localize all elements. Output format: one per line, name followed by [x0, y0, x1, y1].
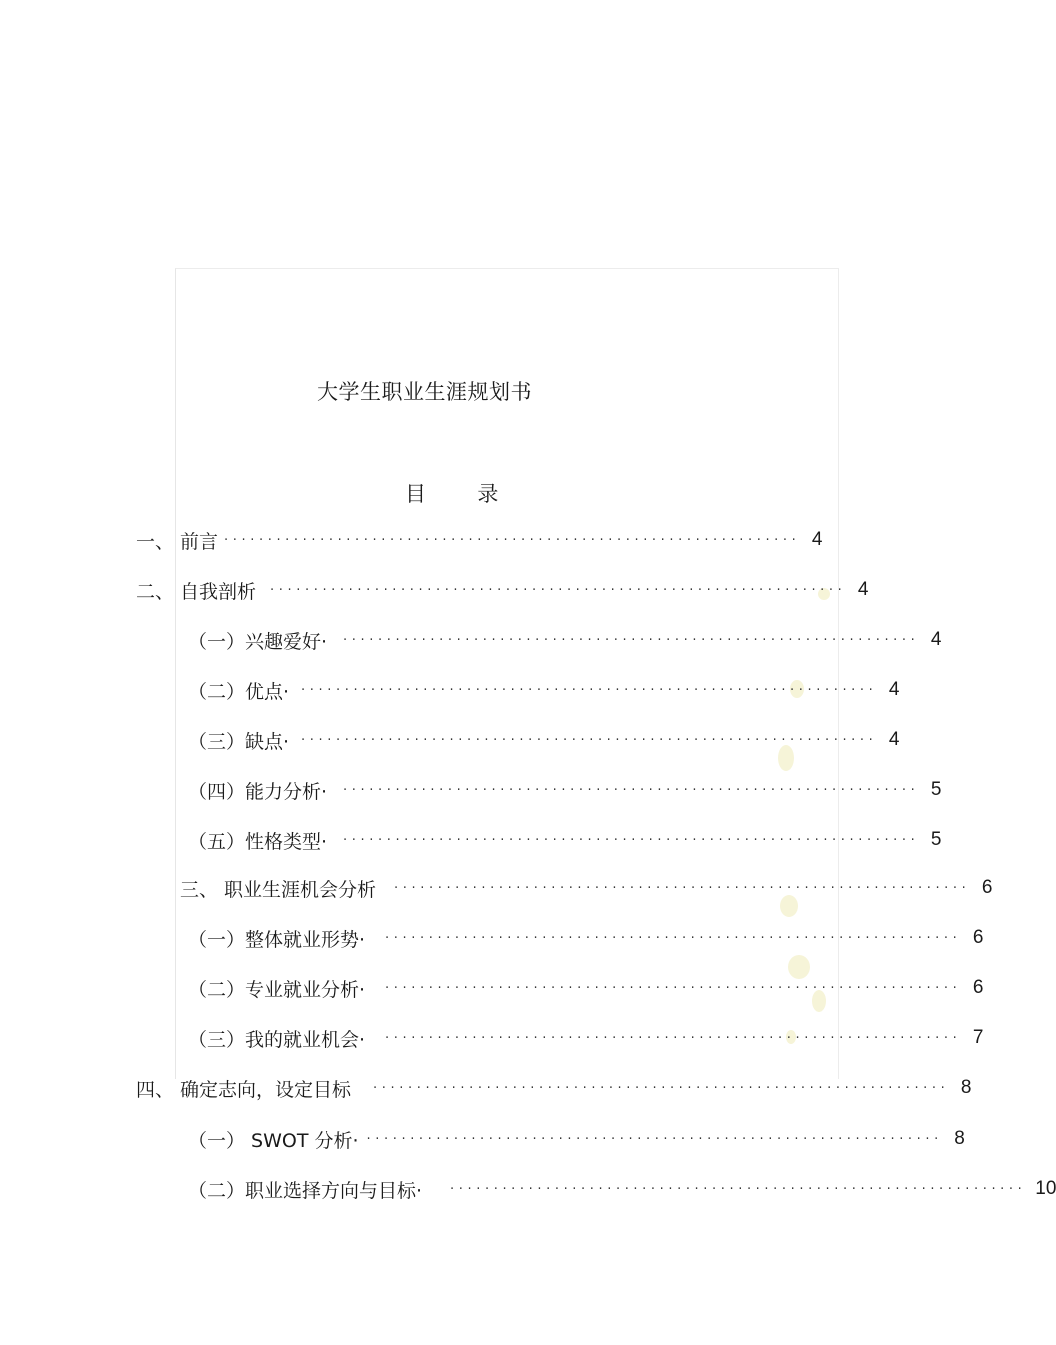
toc-entry-page: 6: [972, 977, 984, 998]
toc-entry-label: 三、 职业生涯机会分析: [180, 878, 377, 901]
paper-speck: [780, 895, 798, 917]
document-title: 大学生职业生涯规划书: [317, 380, 532, 404]
toc-heading-char: 目: [405, 482, 426, 506]
toc-leader-dots: ··································································: [343, 782, 920, 798]
toc-entry-label: （一） SWOT 分析·: [188, 1129, 359, 1152]
toc-leader-dots: ··································································: [394, 880, 971, 896]
toc-entry[interactable]: [136, 575, 869, 605]
toc-entry-label: 二、 自我剖析: [136, 580, 257, 603]
toc-entry-label: （三）我的就业机会·: [188, 1028, 366, 1051]
toc-entry-label: （四）能力分析·: [188, 780, 328, 803]
toc-entry-page: 8: [954, 1128, 965, 1149]
toc-entry-label: 一、 前言: [136, 530, 219, 553]
paper-speck: [788, 955, 810, 979]
toc-entry-page: 5: [930, 779, 942, 800]
toc-entry[interactable]: [188, 1174, 1056, 1204]
toc-entry[interactable]: [136, 525, 823, 555]
paper-speck: [778, 745, 794, 771]
toc-entry-page: 4: [811, 529, 823, 550]
toc-entry[interactable]: [180, 873, 993, 903]
toc-entry[interactable]: [188, 825, 942, 855]
toc-leader-dots: ··································································: [301, 682, 878, 698]
toc-entry[interactable]: [188, 1023, 984, 1053]
toc-entry-page: 4: [888, 729, 900, 750]
toc-entry-label: （二）专业就业分析·: [188, 978, 366, 1001]
toc-entry-label: （三）缺点·: [188, 730, 290, 753]
toc-entry[interactable]: [188, 775, 942, 805]
toc-entry[interactable]: [188, 1124, 965, 1154]
toc-leader-dots: ··································································: [385, 1030, 962, 1046]
toc-entry-label: 四、 确定志向，设定目标: [136, 1078, 352, 1101]
toc-entry-page: 10: [1035, 1178, 1056, 1199]
toc-leader-dots: ··································································: [270, 582, 847, 598]
toc-leader-dots: ··································································: [450, 1181, 1027, 1197]
toc-entry[interactable]: [188, 973, 984, 1003]
toc-leader-dots: ··································································: [385, 980, 962, 996]
toc-leader-dots: ··································································: [343, 632, 920, 648]
toc-entry-label: （一）兴趣爱好·: [188, 630, 328, 653]
toc-entry-page: 6: [981, 877, 993, 898]
toc-entry-page: 7: [972, 1027, 984, 1048]
toc-entry[interactable]: [136, 1073, 972, 1103]
toc-leader-dots: ··································································: [366, 1131, 943, 1147]
toc-leader-dots: ··································································: [373, 1080, 950, 1096]
toc-entry[interactable]: [188, 625, 942, 655]
toc-entry[interactable]: [188, 923, 984, 953]
toc-leader-dots: ··································································: [224, 532, 801, 548]
toc-leader-dots: ··································································: [343, 832, 920, 848]
toc-entry[interactable]: [188, 725, 900, 755]
toc-entry[interactable]: [188, 675, 900, 705]
toc-entry-page: 6: [972, 927, 984, 948]
toc-entry-page: 4: [888, 679, 900, 700]
toc-heading: [405, 478, 498, 508]
toc-entry-page: 4: [857, 579, 869, 600]
toc-entry-label: （五）性格类型·: [188, 830, 328, 853]
toc-entry-label: （二）职业选择方向与目标·: [188, 1179, 423, 1202]
toc-heading-char: 录: [477, 482, 499, 506]
toc-entry-page: 5: [930, 829, 942, 850]
toc-leader-dots: ··································································: [301, 732, 878, 748]
toc-entry-label: （二）优点·: [188, 680, 290, 703]
toc-entry-label: （一）整体就业形势·: [188, 928, 366, 951]
toc-leader-dots: ··································································: [385, 930, 962, 946]
toc-entry-page: 8: [960, 1077, 972, 1098]
toc-entry-page: 4: [930, 629, 942, 650]
